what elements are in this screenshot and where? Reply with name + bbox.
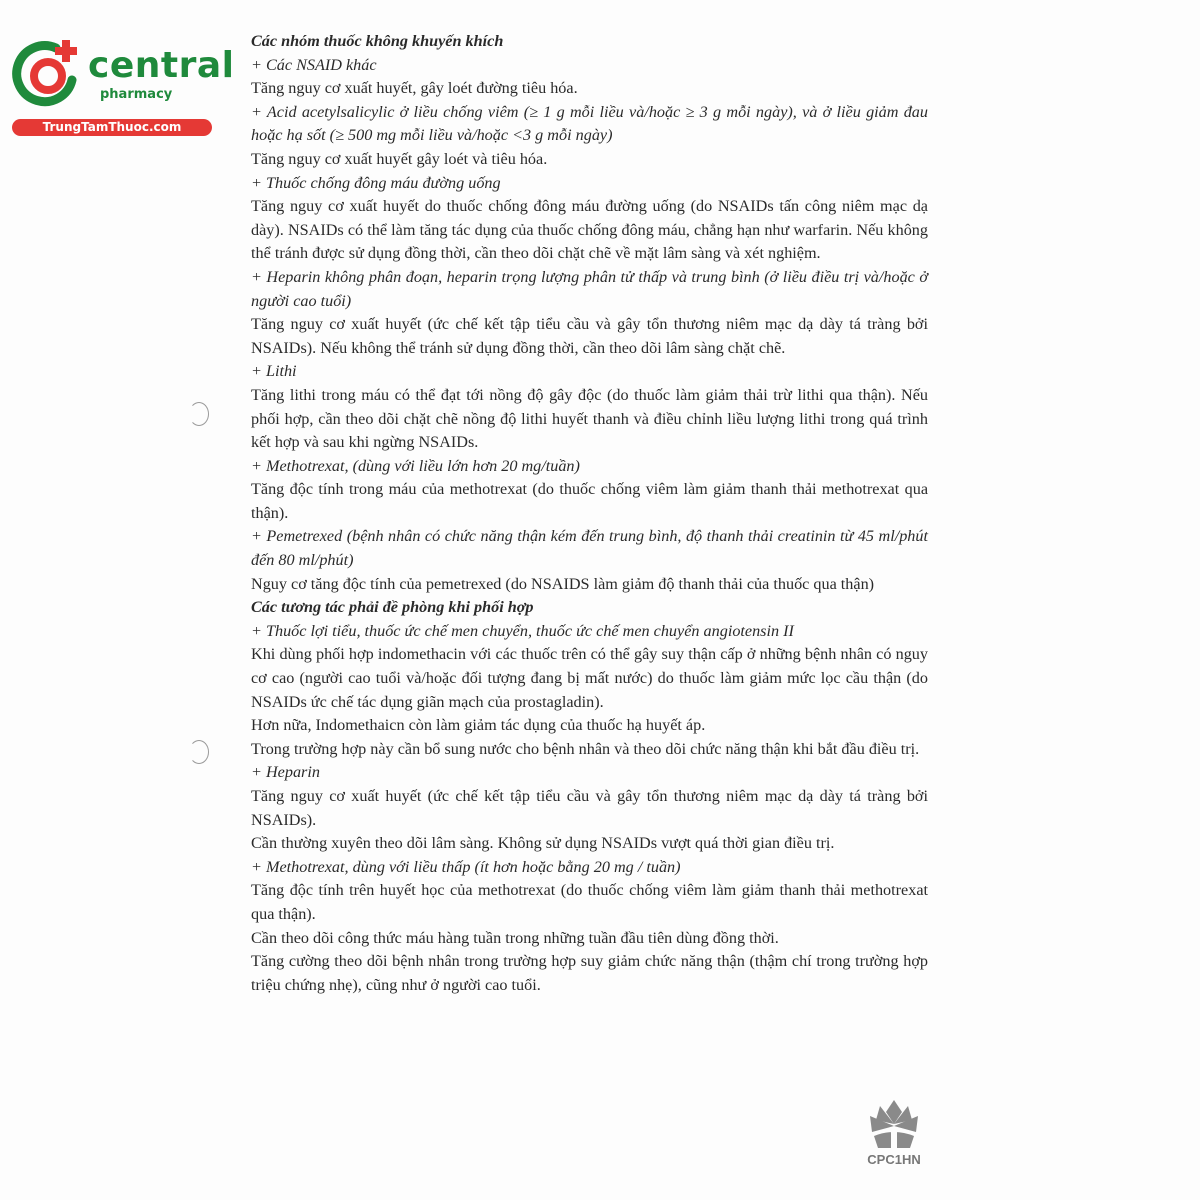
cpc1hn-text: CPC1HN	[867, 1152, 921, 1167]
paragraph: Tăng độc tính trên huyết học của methotrexat (do thuốc chống viêm làm giảm thanh thải methotrexat qua thận).	[251, 881, 928, 923]
paragraph: Tăng nguy cơ xuất huyết, gây loét đường tiêu hóa.	[251, 79, 578, 98]
interaction-item: + Acid acetylsalicylic ở liều chống viêm (≥ 1 g mỗi liều và/hoặc ≥ 3 g mỗi ngày), và ở liều giảm đau hoặc hạ sốt (≥ 500 mg mỗi liều và/hoặc <3 g mỗi ngày)	[251, 102, 928, 145]
logo-subtitle: pharmacy	[100, 87, 173, 102]
paragraph: Hơn nữa, Indomethaicn còn làm giảm tác dụng của thuốc hạ huyết áp.	[251, 716, 706, 735]
interaction-item: + Pemetrexed (bệnh nhân có chức năng thận kém đến trung bình, độ thanh thải creatinin từ 45 ml/phút đến 80 ml/phút)	[251, 527, 928, 570]
pharmacy-cross-icon	[10, 36, 86, 112]
section-heading: Các nhóm thuốc không khuyến khích	[251, 32, 504, 50]
paragraph: Tăng lithi trong máu có thể đạt tới nồng độ gây độc (do thuốc làm giảm thải trừ lithi qua thận). Nếu phối hợp, cần theo dõi chặt chẽ nồng độ lithi huyết thanh và điều chỉnh liều lượng lithi trong quá trình kết hợp và sau khi ngừng NSAIDs.	[251, 385, 928, 452]
section-heading: Các tương tác phải đề phòng khi phối hợp	[251, 598, 534, 617]
document-body	[251, 30, 928, 997]
paragraph: Tăng nguy cơ xuất huyết do thuốc chống đông máu đường uống (do NSAIDs tấn công niêm mạc dạ dày). NSAIDs có thể làm tăng tác dụng của thuốc chống đông máu, chẳng hạn như warfarin. Nếu không thể tránh được sử dụng đồng thời, cần theo dõi chặt chẽ về mặt lâm sàng và xét nghiệm.	[251, 197, 928, 263]
logo-name: central	[88, 45, 235, 86]
paragraph: Tăng cường theo dõi bệnh nhân trong trường hợp suy giảm chức năng thận (thậm chí trong trường hợp triệu chứng nhẹ), cũng như ở người cao tuổi.	[251, 952, 928, 994]
punch-hole	[189, 402, 209, 426]
cpc1hn-logo	[858, 1098, 930, 1170]
paragraph: Cần theo dõi công thức máu hàng tuần trong những tuần đầu tiên dùng đồng thời.	[251, 928, 779, 947]
interaction-item: + Heparin	[251, 763, 320, 782]
logo-website: TrungTamThuoc.com	[12, 119, 212, 136]
interaction-item: + Các NSAID khác	[251, 55, 377, 74]
interaction-item: + Heparin không phân đoạn, heparin trọng lượng phân tử thấp và trung bình (ở liều điều trị và/hoặc ở người cao tuổi)	[251, 267, 928, 310]
paragraph: Tăng độc tính trong máu của methotrexat (do thuốc chống viêm làm giảm thanh thải methotrexat qua thận).	[251, 480, 928, 522]
interaction-item: + Lithi	[251, 362, 297, 381]
lotus-icon	[866, 1098, 922, 1150]
interaction-item: + Thuốc chống đông máu đường uống	[251, 173, 501, 192]
paragraph: Tăng nguy cơ xuất huyết (ức chế kết tập tiểu cầu và gây tổn thương niêm mạc dạ dày tá tràng bởi NSAIDs).	[251, 787, 928, 829]
central-pharmacy-logo[interactable]	[8, 36, 235, 136]
paragraph: Tăng nguy cơ xuất huyết (ức chế kết tập tiểu cầu và gây tổn thương niêm mạc dạ dày tá tràng bởi NSAIDs). Nếu không thể tránh sử dụng đồng thời, cần theo dõi lâm sàng chặt chẽ.	[251, 315, 928, 357]
paragraph: Nguy cơ tăng độc tính của pemetrexed (do NSAIDS làm giảm độ thanh thải của thuốc qua thận)	[251, 574, 875, 593]
paragraph: Trong trường hợp này cần bổ sung nước cho bệnh nhân và theo dõi chức năng thận khi bắt đầu điều trị.	[251, 739, 920, 758]
paragraph: Khi dùng phối hợp indomethacin với các thuốc trên có thể gây suy thận cấp ở những bệnh nhân có nguy cơ cao (người cao tuổi và/hoặc đối tượng đang bị mất nước) do thuốc làm giảm mức lọc cầu thận (do NSAIDs ức chế tác dụng giãn mạch của prostagladin).	[251, 645, 928, 711]
punch-hole	[189, 740, 209, 764]
paragraph: Cần thường xuyên theo dõi lâm sàng. Không sử dụng NSAIDs vượt quá thời gian điều trị.	[251, 834, 835, 853]
interaction-item: + Methotrexat, (dùng với liều lớn hơn 20 mg/tuần)	[251, 456, 580, 475]
interaction-item: + Thuốc lợi tiểu, thuốc ức chế men chuyển, thuốc ức chế men chuyển angiotensin II	[251, 621, 794, 640]
paragraph: Tăng nguy cơ xuất huyết gây loét và tiêu hóa.	[251, 149, 548, 168]
interaction-item: + Methotrexat, dùng với liều thấp (ít hơn hoặc bằng 20 mg / tuần)	[251, 857, 681, 876]
